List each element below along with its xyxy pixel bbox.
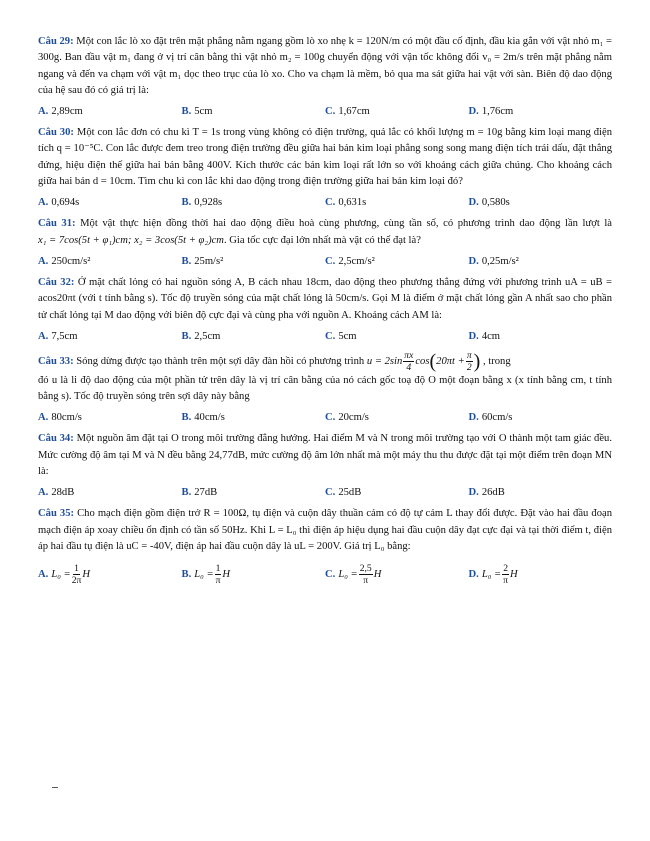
fraction: $\frac{\pi}{2}$ [466,349,472,373]
question-number: Câu 31: [38,218,76,230]
question-number: Câu 33: [38,355,74,367]
answer-row [38,410,612,426]
exam-page [38,34,612,591]
question-33 [38,350,612,373]
answer-b[interactable]: B. 5cm [181,106,213,118]
answer-row [38,195,612,211]
question-number: Câu 29: [38,36,74,47]
question-number: Câu 34: [38,433,74,445]
answer-d[interactable]: D. 4cm [468,330,501,342]
question-34 [38,431,612,480]
answer-a[interactable]: A. 250cm/s² [38,255,91,267]
question-text: đó u là li độ dao động của một phần tử trên dây là vị trí cân bằng của nó cách gốc toạ độ O một đoạn bằng x (x tính bằng cm, t tính bằng s). Tốc độ truyền sóng trên sợi dây này bằng [38,374,612,403]
equation: u = 2sin $\frac{\pi x}{4}$ cos(20πt + $\frac{\pi}{2}$ ) [366,349,481,373]
question-29 [38,34,612,99]
question-text-tail: , trong [482,355,511,367]
question-35 [38,506,612,555]
answer-c[interactable]: C. L₀ = $\frac{2,5}{\pi}$ H [325,563,382,587]
question-text: Cho mạch điện gồm điện trở R = 100Ω, tụ điện và cuộn dây thuần cảm có độ tự cảm L thay đổi được. Đặt vào hai đầu đoạn mạch điện áp xoay chiều ổn định có tần số 50Hz. Khi L = L₀ thì điện áp hiệu dụng hai đầu cuộn dây đạt cực đại và tại thời điểm t, điện áp hai đầu tụ điện là uC = -40V, điện áp hai đầu cuộn dây là uL = 200V. Giá trị L₀ bằng: [38,508,612,552]
question-number: Câu 35: [38,508,75,520]
question-text: Một con lắc lò xo đặt trên mặt phẳng nằm ngang gồm lò xo nhẹ k = 120N/m có một đầu cố định, đầu kia gắn với vật nhỏ m₁ = 300g. Ban đầu vật m₁ đang ở vị trí cân bằng thì vật nhỏ m₂ = 100g chuyển động với vận tốc không đổi v₀ = 2m/s trên mặt phẳng nằm ngang và đến va chạm với vật m₁ dọc theo trục của lò xo. Cho va chạm là mềm, bỏ qua ma sát giữa hai vật với sàn. Biên độ dao động của hệ sau đó có giá trị là: [38,36,612,96]
answer-row [38,329,612,345]
answer-a[interactable]: A. 28dB [38,487,75,499]
fraction: $\frac{2,5}{\pi}$ [359,563,372,587]
question-text: Ở mặt chất lỏng có hai nguồn sóng A, B cách nhau 18cm, dao động theo phương thẳng đứng với phương trình uA = uB = acos20πt (với t tính bằng s). Tốc độ truyền sóng của mặt chất lỏng là 50cm/s. Gọi M là điểm ở mặt chất lỏng gần A nhất sao cho phần tử chất lỏng tại M dao động với biên độ cực đại và cùng pha với nguồn A. Khoảng cách AM là: [38,276,612,321]
answer-row [38,254,612,270]
stray-mark [52,787,58,788]
answer-d[interactable]: D. 1,76cm [468,106,514,118]
question-32 [38,275,612,324]
fraction: $\frac{1}{\pi}$ [215,563,221,587]
question-text: Một nguồn âm đặt tại O trong môi trường đẳng hướng. Hai điểm M và N trong môi trường tạo với O thành một tam giác đều. Mức cường độ âm tại M và N đều bằng 24,77dB, mức cường độ âm lớn nhất mà một máy thu thu được đặt tại một điểm trên đoạn MN là: [38,433,612,478]
answer-row [38,104,612,120]
answer-b[interactable]: B. L₀ = $\frac{1}{\pi}$ H [181,563,231,587]
question-text: Sóng dừng được tạo thành trên một sợi dây đàn hồi có phương trình [76,355,365,367]
answer-b[interactable]: B. 25m/s² [181,255,224,267]
question-31 [38,216,612,249]
answer-c[interactable]: C. 0,631s [325,197,367,209]
answer-row [38,563,612,586]
fraction: $\frac{1}{2\pi}$ [71,563,82,587]
question-text: Một vật thực hiện đồng thời hai dao động điều hoà cùng phương, cùng tần số, có phương trình dao động lần lượt là [80,218,613,230]
question-text-tail: . Gia tốc cực đại lớn nhất mà vật có thể đạt là? [223,234,421,246]
answer-c[interactable]: C. 1,67cm [325,106,370,118]
equation: x₁ = 7cos(5t + φ₁)cm; x₂ = 3cos(5t + φ₂)cm [38,234,224,246]
question-number: Câu 30: [38,127,74,139]
question-text: Một con lắc đơn có chu kì T = 1s trong vùng không có điện trường, quả lắc có khối lượng m = 10g bằng kim loại mang điện tích q = 10⁻⁵C. Con lắc được đem treo trong điện trường đều giữa hai bản kim loại phẳng song song mang điện tích trái dấu, đặt thẳng đứng, hiệu điện thế giữa hai bản bằng 400V. Kích thước các bản kim loại rất lớn so với khoảng cách giữa chúng. Cho khoảng cách giữa hai bản d = 10cm. Tìm chu kì con lắc khi dao động trong điện trường giữa hai bản kim loại đó? [38,127,612,188]
answer-c[interactable]: C. 5cm [325,330,357,342]
answer-a[interactable]: A. L₀ = $\frac{1}{2\pi}$ H [38,563,90,587]
answer-row [38,485,612,501]
fraction: $\frac{2}{\pi}$ [503,563,508,587]
fraction: $\frac{\pi x}{4}$ [404,349,414,373]
answer-b[interactable]: B. 40cm/s [181,412,225,424]
answer-d[interactable]: D. 0,25m/s² [468,255,519,267]
answer-b[interactable]: B. 27dB [181,487,218,499]
answer-a[interactable]: A. 7,5cm [38,330,78,342]
answer-c[interactable]: C. 25dB [325,487,362,499]
question-33-continued [38,373,612,406]
question-30 [38,125,612,190]
answer-b[interactable]: B. 0,928s [181,197,223,209]
answer-d[interactable]: D. 60cm/s [468,412,513,424]
answer-d[interactable]: D. 0,580s [468,197,510,209]
answer-a[interactable]: A. 80cm/s [38,412,82,424]
answer-d[interactable]: D. L₀ = $\frac{2}{\pi}$ H [468,563,518,587]
answer-d[interactable]: D. 26dB [468,487,505,499]
answer-b[interactable]: B. 2,5cm [181,330,221,342]
answer-a[interactable]: A. 2,89cm [38,106,83,118]
question-number: Câu 32: [38,276,75,288]
answer-a[interactable]: A. 0,694s [38,197,80,209]
answer-c[interactable]: C. 20cm/s [325,412,369,424]
answer-c[interactable]: C. 2,5cm/s² [325,255,375,267]
